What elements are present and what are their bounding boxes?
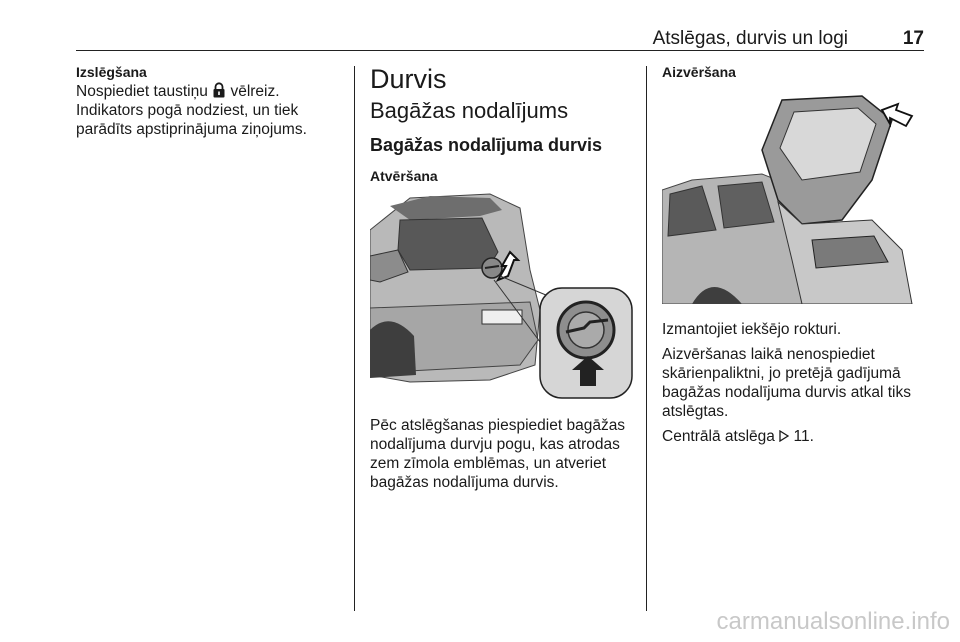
illustration-tailgate-button xyxy=(370,190,634,400)
page-number: 17 xyxy=(902,28,924,49)
ref-text-before: Centrālā atslēga xyxy=(662,428,780,445)
column-2 xyxy=(370,64,638,498)
illustration-tailgate-open xyxy=(662,90,916,304)
paragraph-central-locking-ref xyxy=(662,427,924,446)
subsection-title: Bagāžas nodalījuma durvis xyxy=(370,135,603,155)
column-divider-1 xyxy=(354,66,355,611)
paragraph-use-handle: Izmantojiet iekšējo rokturi. xyxy=(662,321,842,338)
chapter-title: Durvis xyxy=(370,64,447,94)
watermark: carmanualsonline.info xyxy=(716,608,950,635)
header-title: Atslēgas, durvis un logi xyxy=(652,28,848,49)
paragraph-press-button xyxy=(76,82,344,101)
para-text-before: Nospiediet taustiņu xyxy=(76,83,213,100)
column-3 xyxy=(662,64,924,452)
page-header xyxy=(76,26,924,51)
arrow-right-outline-icon xyxy=(779,430,789,442)
ref-text-after: 11. xyxy=(789,428,814,445)
paragraph-opening-instructions: Pēc atslēgšanas piespiediet bagāžas nodalījuma durvju pogu, kas atrodas zem zīmola emblēmas, un atveriet bagāžas nodalījuma durvis. xyxy=(370,417,626,491)
column-1 xyxy=(76,64,344,145)
heading-switch-off: Izslēgšana xyxy=(76,64,147,80)
heading-opening: Atvēršana xyxy=(370,168,438,184)
padlock-icon xyxy=(212,82,226,98)
paragraph-indicator: Indikators pogā nodziest, un tiek parādīts apstiprinājuma ziņojums. xyxy=(76,102,307,138)
para-text-after: vēlreiz. xyxy=(226,83,280,100)
heading-closing: Aizvēršana xyxy=(662,64,736,80)
section-title: Bagāžas nodalījums xyxy=(370,98,569,123)
column-divider-2 xyxy=(646,66,647,611)
paragraph-closing-warning: Aizvēršanas laikā nenospiediet skārienpaliktni, jo pretējā gadījumā bagāžas nodalījuma durvis atkal tiks atslēgtas. xyxy=(662,346,911,420)
